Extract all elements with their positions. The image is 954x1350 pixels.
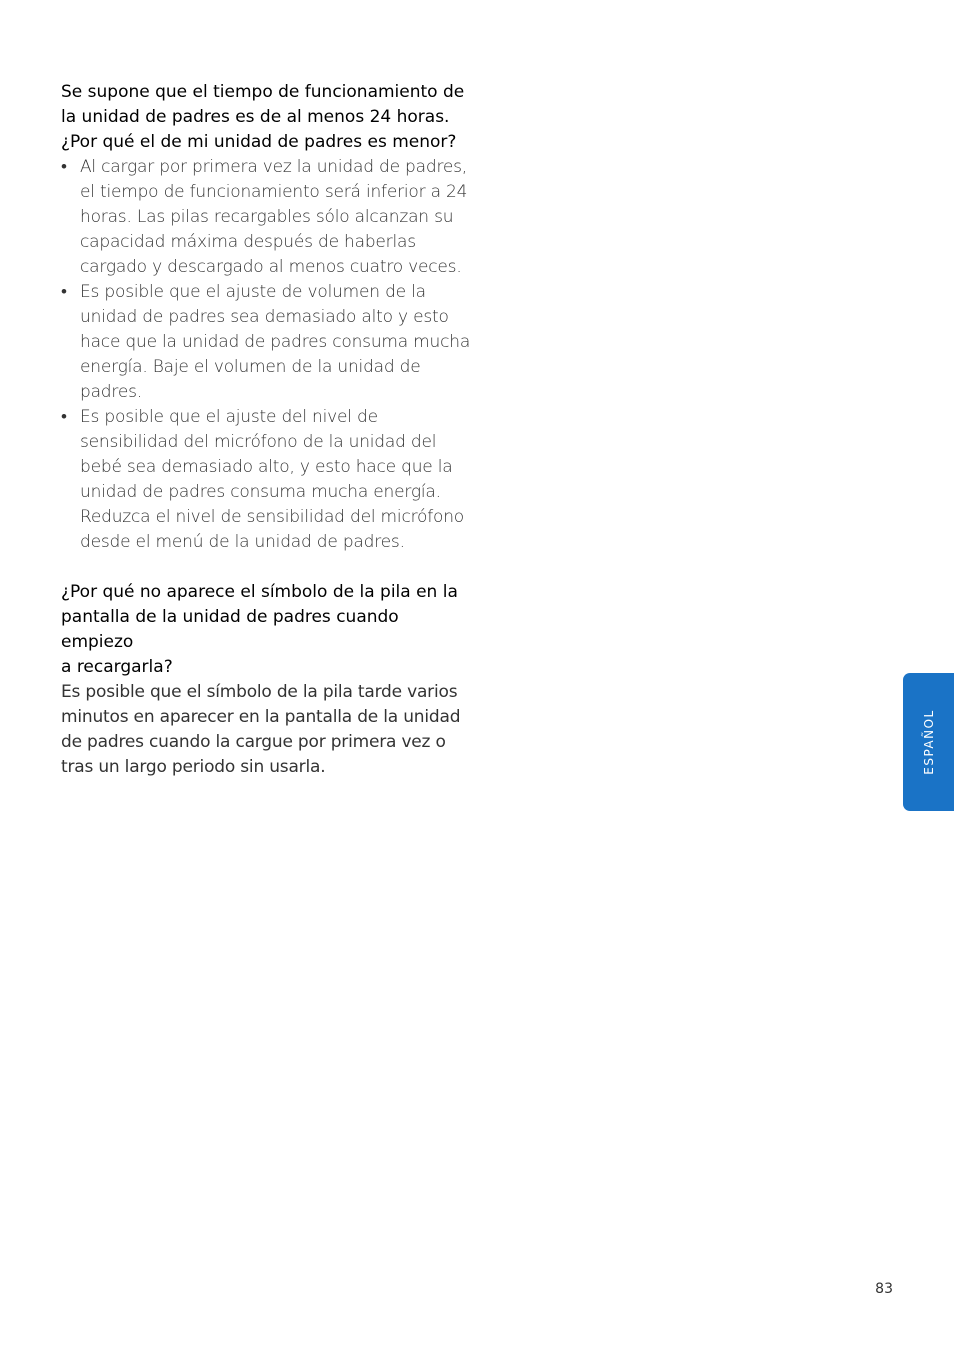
- faq-battery-symbol: [61, 580, 471, 780]
- answer-item: [61, 405, 471, 555]
- answer-item: [61, 280, 471, 405]
- question-line: a recargarla?: [61, 657, 173, 677]
- manual-page-content: [61, 80, 471, 805]
- answer-list: [61, 155, 471, 555]
- language-tab: [903, 673, 954, 811]
- question-line: pantalla de la unidad de padres cuando empiezo: [61, 607, 399, 652]
- answer-text: Es posible que el ajuste del nivel de sensibilidad del micrófono de la unidad del bebé sea demasiado alto, y esto hace que la unidad de padres consuma mucha energía. Reduzca el nivel de sensibilidad del micrófono desde el menú de la unidad de padres.: [80, 407, 464, 552]
- bullet-icon: •: [61, 157, 67, 177]
- page-number: 83: [875, 1281, 893, 1297]
- faq-operating-time: [61, 80, 471, 555]
- bullet-icon: •: [61, 282, 67, 302]
- question-line: la unidad de padres es de al menos 24 horas.: [61, 107, 450, 127]
- faq-question: [61, 80, 471, 155]
- question-line: ¿Por qué no aparece el símbolo de la pila en la: [61, 582, 458, 602]
- question-line: ¿Por qué el de mi unidad de padres es menor?: [61, 132, 457, 152]
- answer-item: [61, 155, 471, 280]
- answer-text: Es posible que el símbolo de la pila tarde varios minutos en aparecer en la pantalla de la unidad de padres cuando la cargue por primera vez o tras un largo periodo sin usarla.: [61, 682, 461, 777]
- answer-text: Al cargar por primera vez la unidad de padres, el tiempo de funcionamiento será inferior a 24 horas. Las pilas recargables sólo alcanzan su capacidad máxima después de haberlas cargado y descargado al menos cuatro veces.: [80, 157, 468, 277]
- faq-question: [61, 580, 471, 680]
- question-line: Se supone que el tiempo de funcionamiento de: [61, 82, 465, 102]
- answer-text: Es posible que el ajuste de volumen de la unidad de padres sea demasiado alto y esto hace que la unidad de padres consuma mucha energía. Baje el volumen de la unidad de padres.: [80, 282, 471, 402]
- bullet-icon: •: [61, 407, 67, 427]
- language-tab-label: ESPAÑOL: [921, 709, 936, 775]
